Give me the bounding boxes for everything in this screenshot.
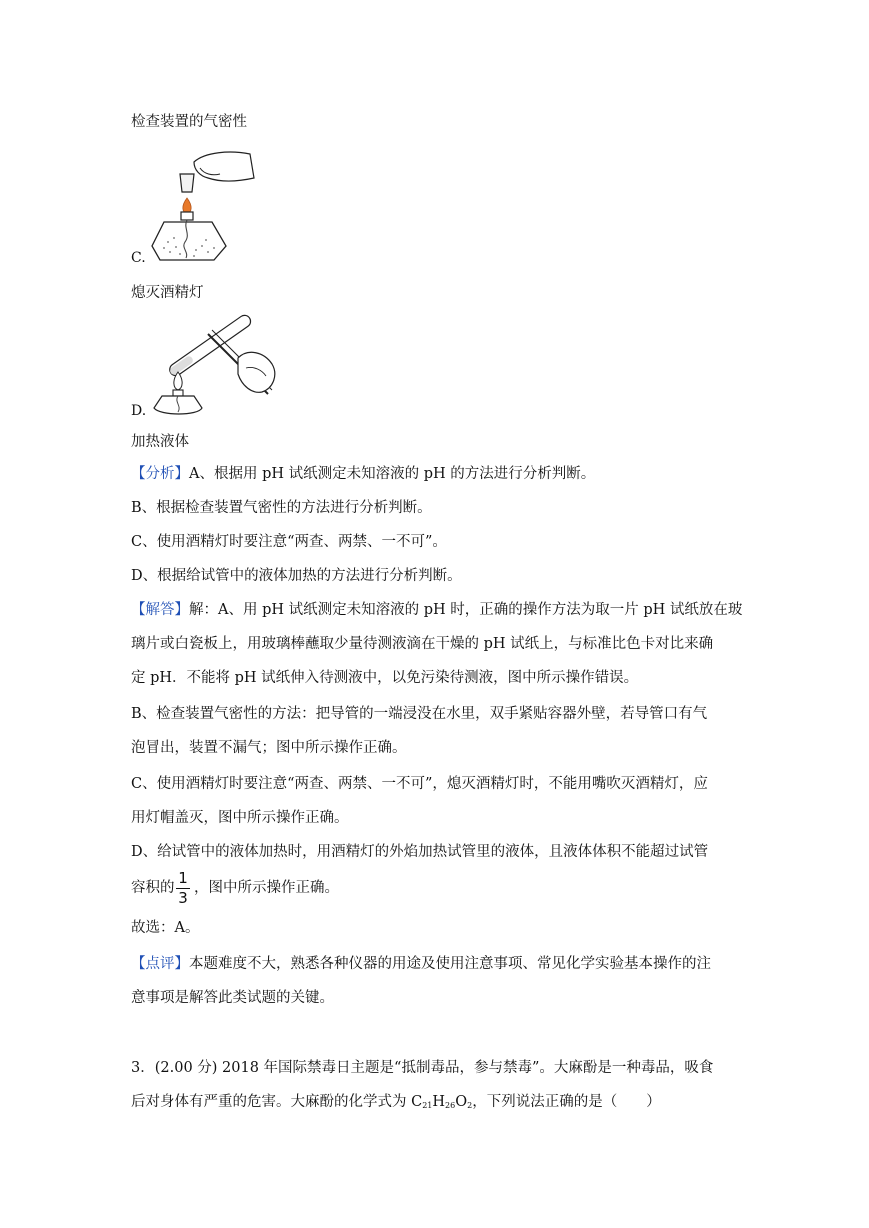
answer-tag: 【解答】 bbox=[131, 602, 189, 618]
answer-line-a3: 定 pH．不能将 pH 试纸伸入待测液中，以免污染待测液，图中所示操作错误。 bbox=[131, 670, 639, 686]
answer-line-c2: 用灯帽盖灭，图中所示操作正确。 bbox=[131, 810, 349, 826]
analysis-line-a: 【分析】A、根据用 pH 试纸测定未知溶液的 pH 的方法进行分析判断。 bbox=[131, 466, 596, 482]
answer-line-b1: B、检查装置气密性的方法：把导管的一端浸没在水里，双手紧贴容器外壁，若导管口有气 bbox=[131, 706, 708, 722]
comment-tag: 【点评】 bbox=[131, 956, 189, 972]
analysis-line-b: B、根据检查装置气密性的方法进行分析判断。 bbox=[131, 500, 432, 516]
option-c-label: C. bbox=[131, 250, 146, 266]
fraction-numerator: 1 bbox=[178, 869, 188, 887]
answer-line-d2-post: ，图中所示操作正确。 bbox=[194, 880, 339, 896]
answer-line-d2-pre: 容积的 bbox=[131, 880, 175, 896]
analysis-line-c: C、使用酒精灯时要注意“两查、两禁、一不可”。 bbox=[131, 534, 447, 550]
caption-option-d: 加热液体 bbox=[131, 434, 189, 450]
answer-line-a1: 【解答】解：A、用 pH 试纸测定未知溶液的 pH 时，正确的操作方法为取一片 pH 试纸放在玻 bbox=[131, 602, 743, 618]
question-3-line-1: 3．(2.00 分) 2018 年国际禁毒日主题是“抵制毒品，参与禁毒”。大麻酚是一种毒品，吸食 bbox=[131, 1060, 714, 1076]
analysis-line-d: D、根据给试管中的液体加热的方法进行分析判断。 bbox=[131, 568, 462, 584]
answer-line-b2: 泡冒出，装置不漏气；图中所示操作正确。 bbox=[131, 740, 407, 756]
caption-option-c: 熄灭酒精灯 bbox=[131, 285, 204, 301]
test-tube-heating-illustration bbox=[150, 312, 300, 422]
option-d-label: D. bbox=[131, 403, 147, 419]
fraction-one-third bbox=[176, 870, 190, 907]
comment-line-2: 意事项是解答此类试题的关键。 bbox=[131, 990, 334, 1006]
question-3-line-2: 后对身体有严重的危害。大麻酚的化学式为 $C_{21}H_{26}O_2$，下列说法正确的是（ ） bbox=[131, 1094, 661, 1110]
comment-line-1: 【点评】本题难度不大，熟悉各种仪器的用途及使用注意事项、常见化学实验基本操作的注 bbox=[131, 956, 711, 972]
caption-option-b: 检查装置的气密性 bbox=[131, 114, 247, 130]
answer-choice: 故选：A。 bbox=[131, 920, 200, 936]
answer-line-a2: 璃片或白瓷板上，用玻璃棒蘸取少量待测液滴在干燥的 pH 试纸上，与标准比色卡对比来确 bbox=[131, 636, 714, 652]
analysis-tag: 【分析】 bbox=[131, 466, 189, 482]
fraction-denominator: 3 bbox=[178, 889, 188, 907]
alcohol-lamp-capping-illustration bbox=[150, 148, 260, 266]
answer-line-d1: D、给试管中的液体加热时，用酒精灯的外焰加热试管里的液体，且液体体积不能超过试管 bbox=[131, 844, 709, 860]
answer-line-c1: C、使用酒精灯时要注意“两查、两禁、一不可”，熄灭酒精灯时，不能用嘴吹灭酒精灯，应 bbox=[131, 776, 708, 792]
